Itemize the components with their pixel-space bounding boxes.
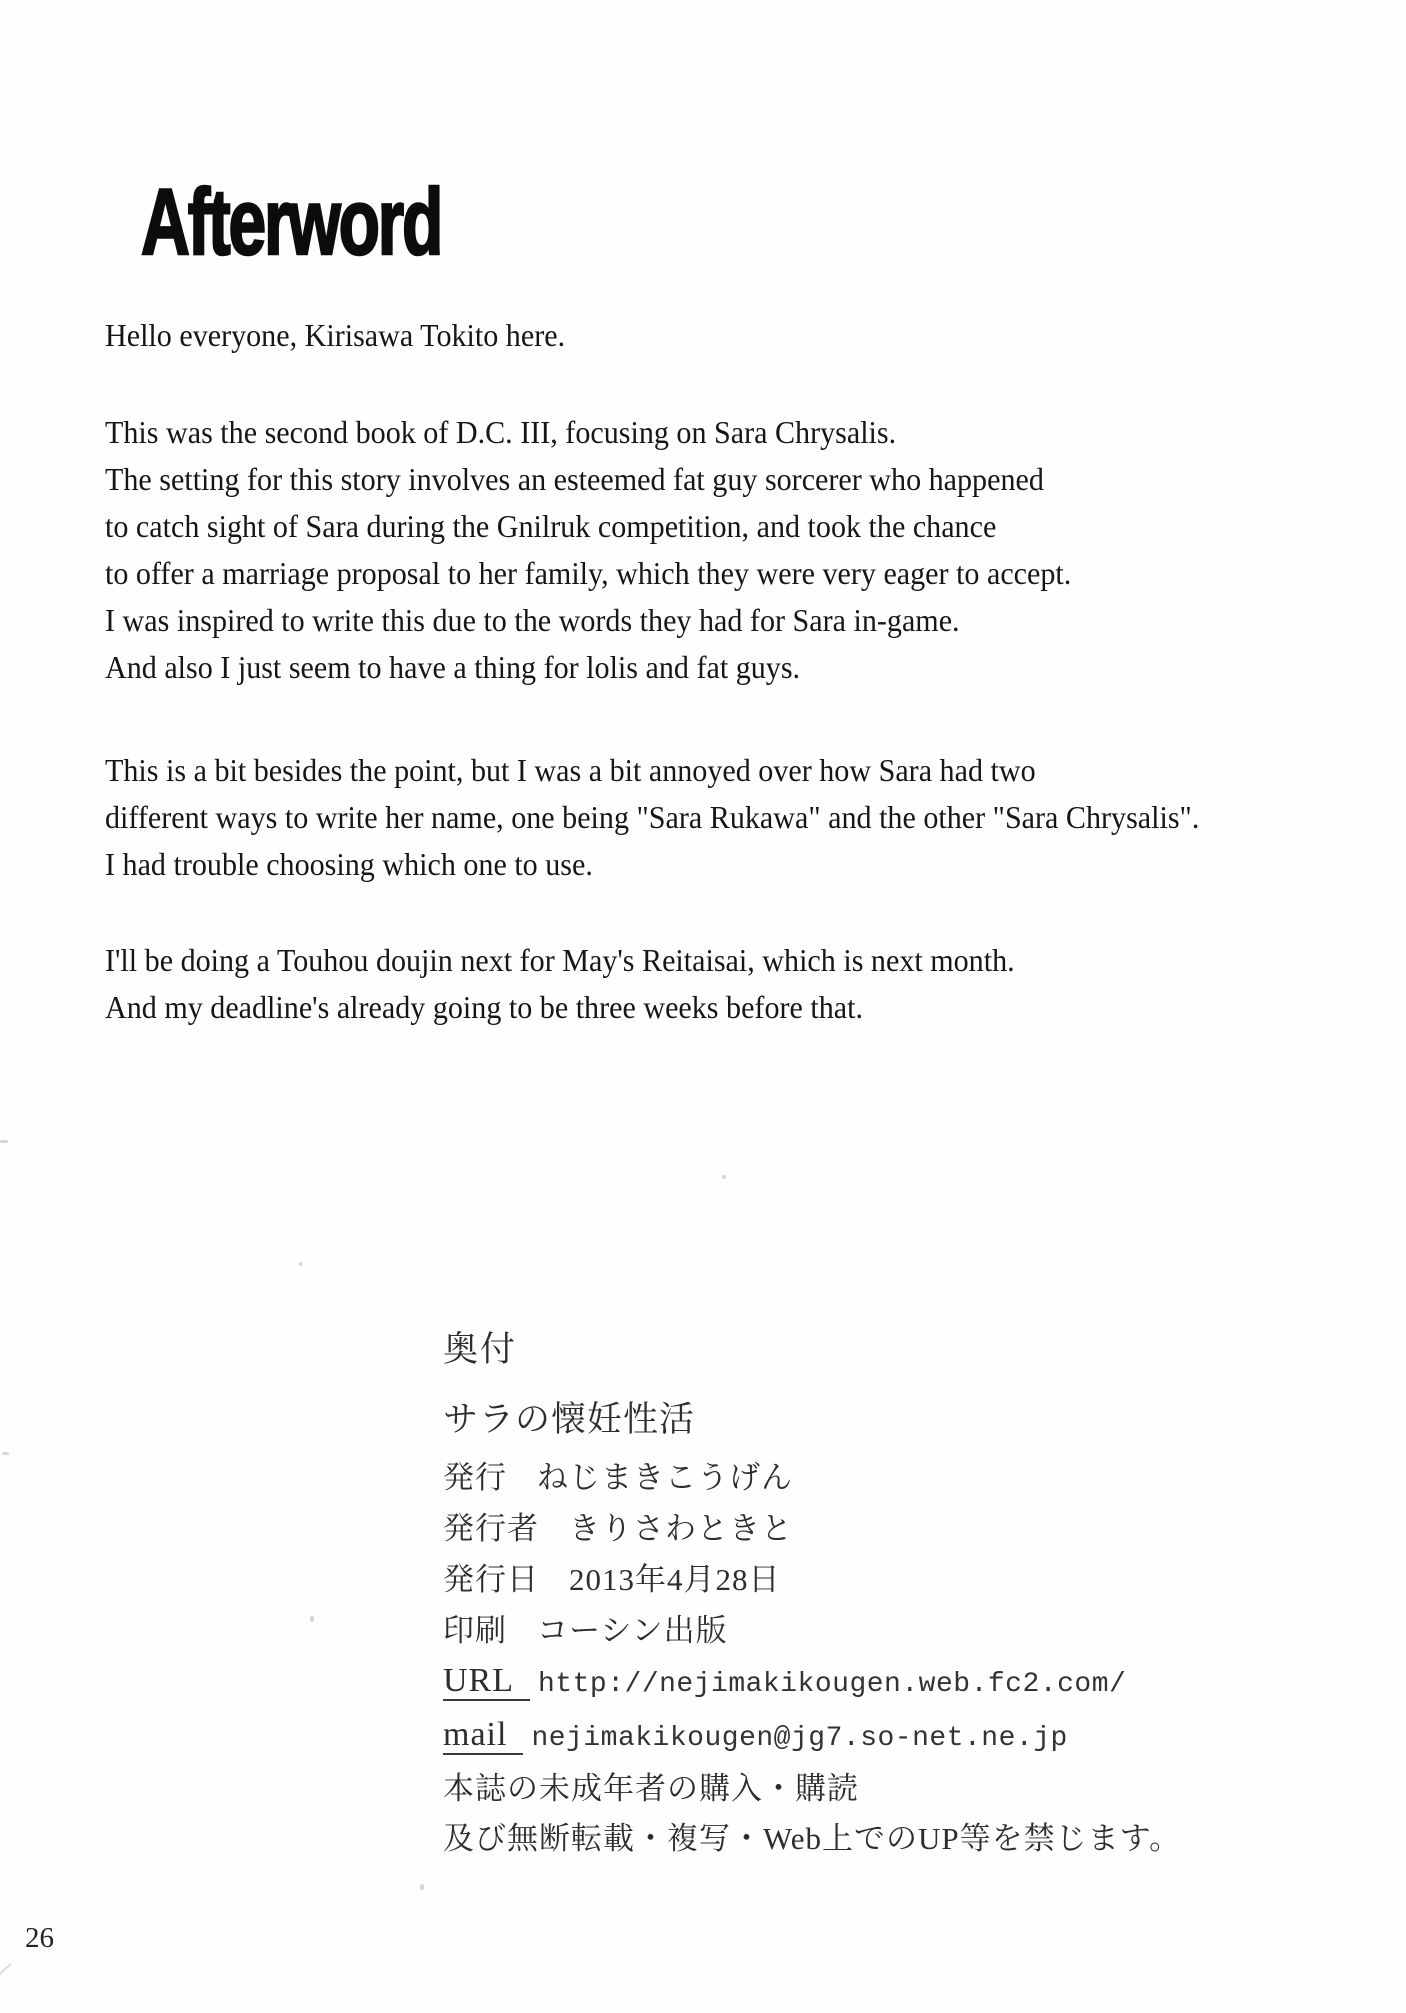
colophon xyxy=(443,1330,1181,1864)
afterword-paragraph xyxy=(105,937,1199,1031)
text-line: The setting for this story involves an esteemed fat guy sorcerer who happened xyxy=(105,461,1044,497)
colophon-book-title: サラの懐妊性活 xyxy=(443,1400,696,1439)
colophon-heading: 奥付 xyxy=(443,1330,518,1369)
scan-artifact xyxy=(299,1262,302,1266)
text-line: different ways to write her name, one being "Sara Rukawa" and the other "Sara Chrysalis". xyxy=(105,799,1200,835)
mail-label: mail xyxy=(443,1717,523,1755)
author-label: 発行者 xyxy=(443,1511,539,1546)
text-line: to catch sight of Sara during the Gnilruk competition, and took the chance xyxy=(105,508,997,544)
scan-artifact xyxy=(420,1884,424,1890)
text-line: to offer a marriage proposal to her family, which they were very eager to accept. xyxy=(105,555,1072,591)
text-line: This is a bit besides the point, but I was a bit annoyed over how Sara had two xyxy=(105,752,1036,788)
publish-date-label: 発行日 xyxy=(443,1562,539,1597)
text-line: I was inspired to write this due to the words they had for Sara in-game. xyxy=(105,602,960,638)
printer-label: 印刷 xyxy=(443,1613,507,1648)
text-line: This was the second book of D.C. III, focusing on Sara Chrysalis. xyxy=(105,414,897,450)
colophon-row-printer xyxy=(443,1605,1181,1656)
afterword-paragraph xyxy=(105,312,1199,359)
afterword-paragraph xyxy=(105,747,1199,888)
page-title: Afterword xyxy=(141,169,442,274)
scan-artifact xyxy=(0,1140,8,1143)
colophon-row-url xyxy=(443,1656,1181,1710)
text-line: Hello everyone, Kirisawa Tokito here. xyxy=(105,317,566,353)
reproduction-notice: 及び無断転載・複写・Web上でのUP等を禁じます。 xyxy=(443,1821,1182,1856)
publisher-value: ねじまきこうげん xyxy=(537,1460,793,1495)
publisher-label: 発行 xyxy=(443,1460,507,1495)
colophon-row-author xyxy=(443,1503,1181,1554)
colophon-row-mail xyxy=(443,1710,1181,1764)
publisher-url: http://nejimakikougen.web.fc2.com/ xyxy=(538,1669,1127,1700)
url-label: URL xyxy=(443,1663,530,1701)
afterword-body xyxy=(105,312,1199,1081)
text-line: And also I just seem to have a thing for lolis and fat guys. xyxy=(105,649,801,685)
scan-artifact xyxy=(310,1616,314,1622)
printer-value: コーシン出版 xyxy=(537,1613,728,1648)
publisher-email: nejimakikougen@jg7.so-net.ne.jp xyxy=(531,1723,1068,1754)
colophon-row-publisher xyxy=(443,1452,1181,1503)
minor-purchase-notice: 本誌の未成年者の購入・購読 xyxy=(443,1771,859,1806)
author-value: きりさわときと xyxy=(569,1511,793,1546)
scan-artifact xyxy=(722,1175,726,1179)
text-line: I'll be doing a Touhou doujin next for May's Reitaisai, which is next month. xyxy=(105,942,1015,978)
colophon-row-date xyxy=(443,1554,1181,1605)
text-line: And my deadline's already going to be three weeks before that. xyxy=(105,989,863,1025)
page-number: 26 xyxy=(25,1922,54,1954)
publish-date-value: 2013年4月28日 xyxy=(569,1562,781,1597)
scan-artifact xyxy=(2,1452,9,1455)
text-line: I had trouble choosing which one to use. xyxy=(105,846,593,882)
afterword-paragraph xyxy=(105,409,1199,691)
